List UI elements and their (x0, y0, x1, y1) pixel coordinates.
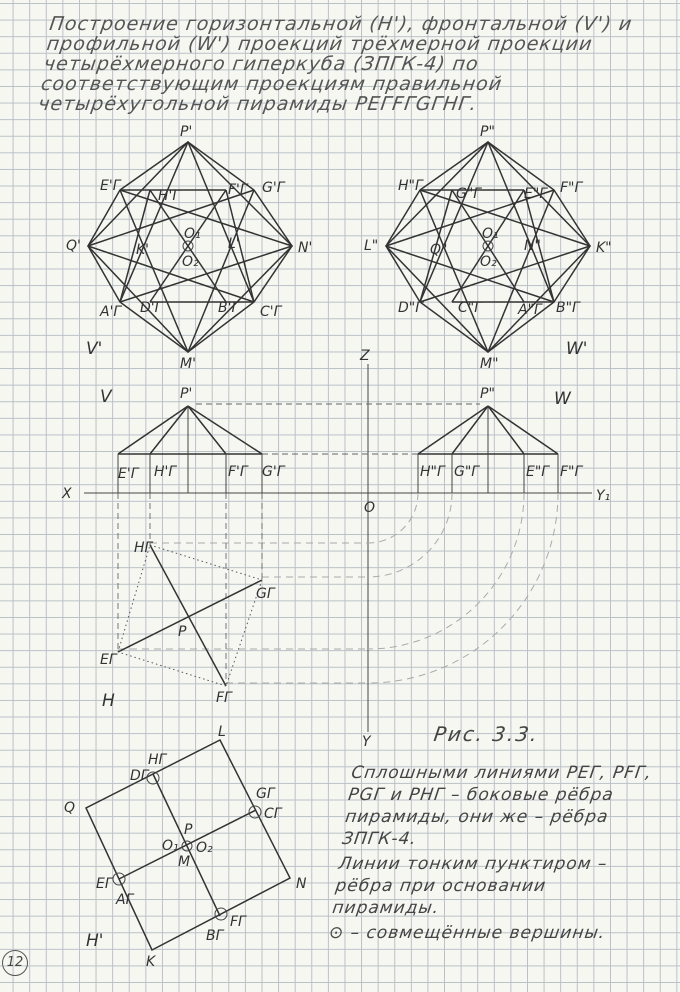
label-y-axis: Y (362, 734, 371, 750)
w-projection-labels (364, 124, 612, 372)
label-d2: D"Γ (398, 300, 424, 316)
note-line-3: ⊙ – совмещённые вершины. (327, 923, 607, 943)
label-origin: O (364, 500, 376, 516)
label-p2-profile: P" (480, 386, 495, 402)
label-z-axis: Z (360, 348, 370, 364)
page-heading: Построение горизонтальной (H'), фронтальной (V') и профильной (W') проекций трёхмерной проекции четырёхмерного гиперкуба (ЗПГК-4) по соответствующим проекциям правильной четырёхугольной пирамиды PEΓFΓGΓHΓ. (36, 13, 634, 115)
label-p-h: P (178, 624, 187, 640)
horizontal-pyramid-view (100, 493, 276, 711)
label-hr-bottom: HΓ (148, 752, 167, 768)
label-h-plane: H (102, 691, 115, 711)
label-gr-bottom: GΓ (256, 786, 275, 802)
label-h1: H'Γ (158, 188, 181, 204)
v-projection-figure (88, 142, 292, 352)
label-e1: E'Γ (100, 178, 121, 194)
label-p2: P" (480, 124, 495, 140)
label-q1: Q' (66, 238, 81, 254)
label-f1: F'Γ (228, 182, 248, 198)
label-o1-w: O₁ (482, 226, 499, 242)
label-er-bottom: EΓ (96, 876, 113, 892)
label-m1: M' (180, 356, 196, 372)
label-p1: P' (180, 124, 193, 140)
label-g1-front: G'Γ (262, 464, 285, 480)
label-y1-axis: Y₁ (596, 488, 611, 504)
label-n1: N' (298, 240, 313, 256)
label-x-axis: X (62, 486, 72, 502)
label-a1: A'Γ (100, 304, 122, 320)
h-prime-view (64, 724, 307, 970)
label-br-bottom: BΓ (206, 928, 224, 944)
label-g2: G"Γ (456, 186, 482, 202)
label-b1: B'Γ (218, 300, 240, 316)
label-m2: M" (480, 356, 499, 372)
label-cr-bottom: CΓ (264, 806, 282, 822)
label-hr-h: HΓ (134, 540, 153, 556)
label-w-plane: W (554, 389, 571, 409)
label-d1: D'Γ (140, 300, 163, 316)
label-g1: G'Γ (262, 180, 285, 196)
label-h-prime-view: H' (86, 931, 104, 951)
label-h2: H"Γ (398, 178, 423, 194)
label-f2: F"Γ (560, 180, 583, 196)
front-pyramid-views (100, 386, 583, 493)
label-o1-bottom: O₁ (162, 838, 179, 854)
label-l1: L' (228, 236, 240, 252)
label-n-bottom: N (296, 876, 307, 892)
label-n2: N" (524, 238, 541, 254)
label-gr-h: GΓ (256, 586, 275, 602)
label-k-bottom: K (146, 954, 156, 970)
label-o2-v: O₂ (182, 254, 199, 270)
label-v-plane: V (100, 387, 112, 407)
label-g2-profile: G"Γ (454, 464, 480, 480)
label-c2: C"Γ (458, 300, 483, 316)
label-e2-profile: E"Γ (526, 464, 550, 480)
label-p-bottom: P (184, 822, 193, 838)
label-o2-bottom: O₂ (196, 840, 213, 856)
label-f1-front: F'Γ (228, 464, 248, 480)
figure-caption: Рис. 3.3. (432, 722, 541, 746)
label-fr-bottom: FΓ (230, 914, 246, 930)
label-a2: A"Γ (518, 302, 542, 318)
label-l2: L" (364, 238, 379, 254)
label-er-h: EΓ (100, 652, 117, 668)
label-q2: Q" (430, 242, 448, 258)
label-e1-front: E'Γ (118, 466, 139, 482)
label-fr-h: FΓ (216, 690, 232, 706)
label-k1: K' (136, 242, 150, 258)
label-l-bottom: L (218, 724, 226, 740)
label-o1-v: O₁ (184, 226, 201, 242)
construction-arcs (118, 493, 558, 683)
note-line-2: Линии тонким пунктиром – рёбра при основании пирамиды. (331, 854, 609, 918)
label-ar-bottom: AΓ (116, 892, 134, 908)
label-h2-profile: H"Γ (420, 464, 445, 480)
w-projection-figure (386, 142, 590, 352)
label-k2: K" (596, 240, 612, 256)
label-f2-profile: F"Γ (560, 464, 583, 480)
label-b2: B"Γ (556, 300, 580, 316)
label-w-view: W' (566, 339, 588, 359)
label-c1: C'Γ (260, 304, 282, 320)
figure-note (327, 762, 663, 947)
page-number: 12 (2, 950, 28, 976)
label-q-bottom: Q (64, 800, 76, 816)
label-p1-front: P' (180, 386, 193, 402)
note-line-1: Сплошными линиями PEΓ, PFΓ, PGΓ и PHΓ – боковые рёбра пирамиды, они же – рёбра ЗПГК-4. (340, 763, 654, 849)
label-e2: E"Γ (524, 186, 548, 202)
label-m-bottom: M (178, 854, 191, 870)
label-o2-w: O₂ (480, 254, 497, 270)
label-v-view: V' (86, 339, 103, 359)
label-dr-bottom: DΓ (130, 768, 149, 784)
label-h1-front: H'Γ (154, 464, 177, 480)
